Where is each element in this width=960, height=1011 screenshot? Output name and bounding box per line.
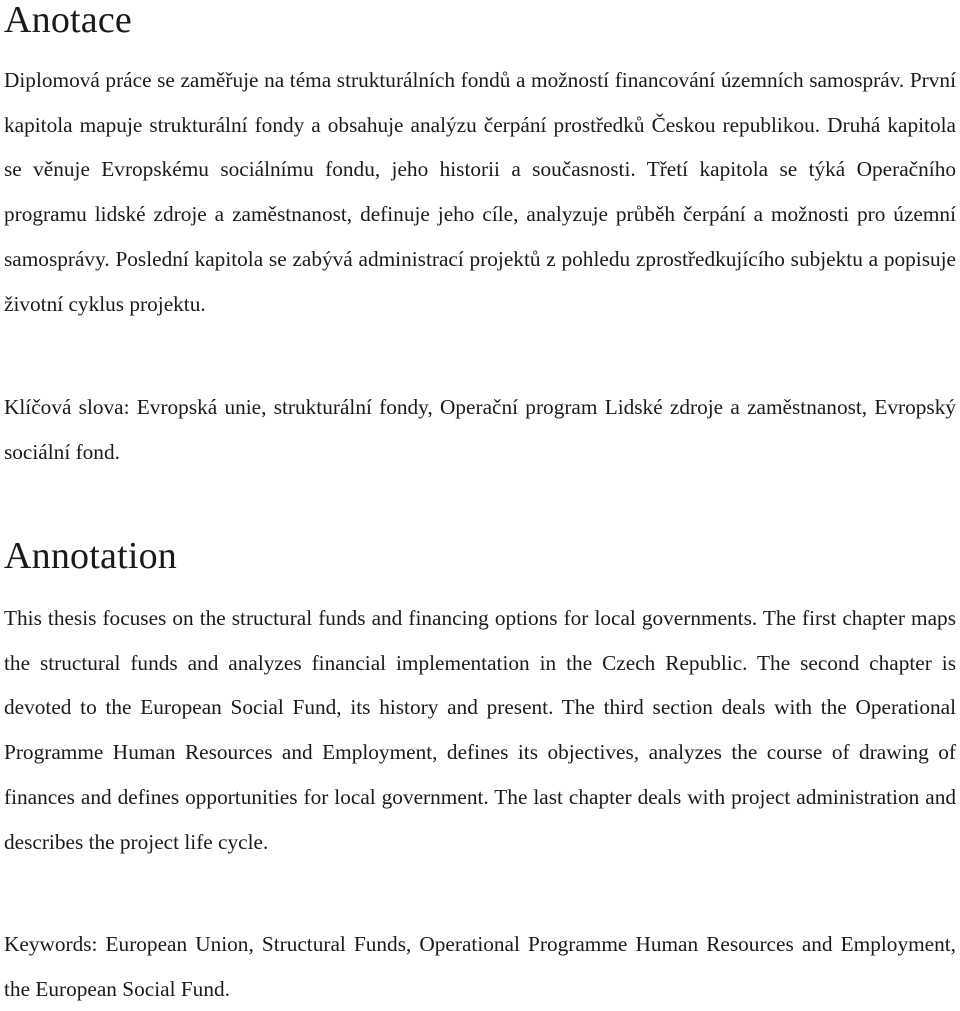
english-abstract-paragraph: This thesis focuses on the structural funds and financing options for local governments. The first chapter maps the structural funds and analyzes financial implementation in the Czech Republic. The second chapter is devoted to the European Social Fund, its history and present. The third section deals with the Operational Programme Human Resources and Employment, defines its objectives, analyzes the course of drawing of finances and defines opportunities for local government. The last chapter deals with project administration and describes the project life cycle. — [4, 606, 956, 854]
czech-annotation-heading: Anotace — [4, 0, 132, 41]
english-annotation-heading: Annotation — [4, 535, 177, 577]
czech-abstract-paragraph: Diplomová práce se zaměřuje na téma strukturálních fondů a možností financování územních samospráv. První kapitola mapuje strukturální fondy a obsahuje analýzu čerpání prostředků Českou republikou. Druhá kapitola se věnuje Evropskému sociálnímu fondu, jeho historii a současnosti. Třetí kapitola se týká Operačního programu lidské zdroje a zaměstnanost, definuje jeho cíle, analyzuje průběh čerpání a možnosti pro územní samosprávy. Poslední kapitola se zabývá administrací projektů z pohledu zprostředkujícího subjektu a popisuje životní cyklus projektu. — [4, 68, 956, 316]
english-keywords-paragraph: Keywords: European Union, Structural Funds, Operational Programme Human Resources and Employment, the European Social Fund. — [4, 932, 956, 1001]
czech-keywords-paragraph: Klíčová slova: Evropská unie, strukturální fondy, Operační program Lidské zdroje a zaměstnanost, Evropský sociální fond. — [4, 395, 956, 464]
